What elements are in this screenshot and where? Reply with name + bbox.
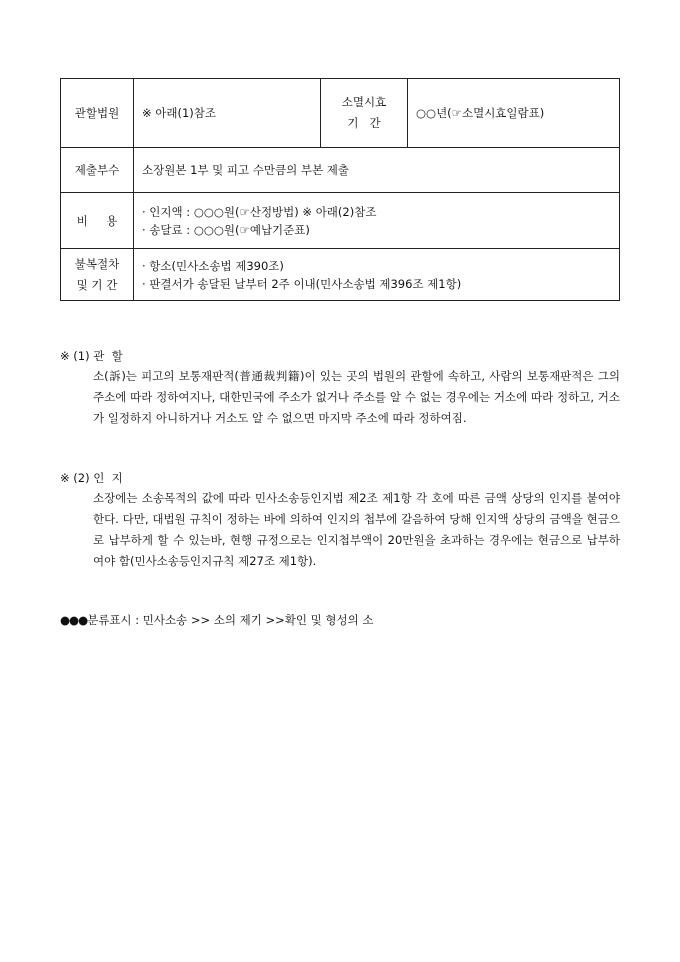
appeal-label-line2: 및 기 간 bbox=[76, 277, 118, 292]
limitation-period-label bbox=[321, 79, 408, 148]
table-row bbox=[61, 193, 620, 249]
cost-label: 비 용 bbox=[61, 193, 134, 249]
stamp-section bbox=[60, 468, 620, 572]
copies-label: 제출부수 bbox=[61, 148, 134, 193]
section-heading: ※ (1) 관 할 bbox=[60, 349, 123, 363]
appeal-line2: · 판결서가 송달된 날부터 2주 이내(민사소송법 제396조 제1항) bbox=[142, 276, 462, 291]
appeal-label-line1: 불복절차 bbox=[74, 256, 120, 271]
case-info-table bbox=[60, 78, 620, 301]
classification-line bbox=[60, 611, 374, 629]
classification-text: 분류표시 : 민사소송 >> 소의 제기 >>확인 및 형성의 소 bbox=[87, 613, 374, 627]
jurisdiction-value: ※ 아래(1)참조 bbox=[134, 79, 321, 148]
limitation-label-line2: 기 간 bbox=[347, 116, 381, 130]
appeal-line1: · 항소(민사소송법 제390조) bbox=[142, 258, 284, 273]
table-row bbox=[61, 249, 620, 301]
limitation-label-line1: 소멸시효 bbox=[341, 95, 387, 109]
copies-value: 소장원본 1부 및 피고 수만큼의 부본 제출 bbox=[134, 148, 620, 193]
jurisdiction-section bbox=[60, 346, 620, 429]
stamp-fee-line: · 인지액 : ○○○원(☞산정방법) ※ 아래(2)참조 bbox=[142, 204, 377, 219]
service-fee-line: · 송달료 : ○○○원(☞예납기준표) bbox=[142, 222, 310, 237]
table-row bbox=[61, 148, 620, 193]
appeal-value bbox=[134, 249, 620, 301]
jurisdiction-label: 관할법원 bbox=[61, 79, 134, 148]
limitation-period-value: ○○년(☞소멸시효일람표) bbox=[408, 79, 620, 148]
section-body: 소장에는 소송목적의 값에 따라 민사소송등인지법 제2조 제1항 각 호에 따른 금액 상당의 인지를 붙여야 한다. 다만, 대법원 규칙이 정하는 바에 의하여 인지의 첩부에 갈음하여 당해 인지액 상당의 금액을 현금으로 납부하게 할 수 있는바, 현행 규정으로는 인지첩부액이 20만원을 초과하는 경우에는 현금으로 납부하여야 함(민사소송등인지규칙 제27조 제1항). bbox=[93, 491, 620, 568]
appeal-label bbox=[61, 249, 134, 301]
cost-value bbox=[134, 193, 620, 249]
section-body: 소(訴)는 피고의 보통재판적(普通裁判籍)이 있는 곳의 법원의 관할에 속하고, 사람의 보통재판적은 그의 주소에 따라 정하여지나, 대한민국에 주소가 없거나 주소를 알 수 없는 경우에는 거소에 따라 정하고, 거소가 일정하지 아니하거나 거소도 알 수 없으면 마지막 주소에 따라 정하여짐. bbox=[93, 369, 620, 425]
table-row bbox=[61, 79, 620, 148]
bullet-icon: ●●● bbox=[60, 613, 88, 627]
section-heading: ※ (2) 인 지 bbox=[60, 471, 123, 485]
